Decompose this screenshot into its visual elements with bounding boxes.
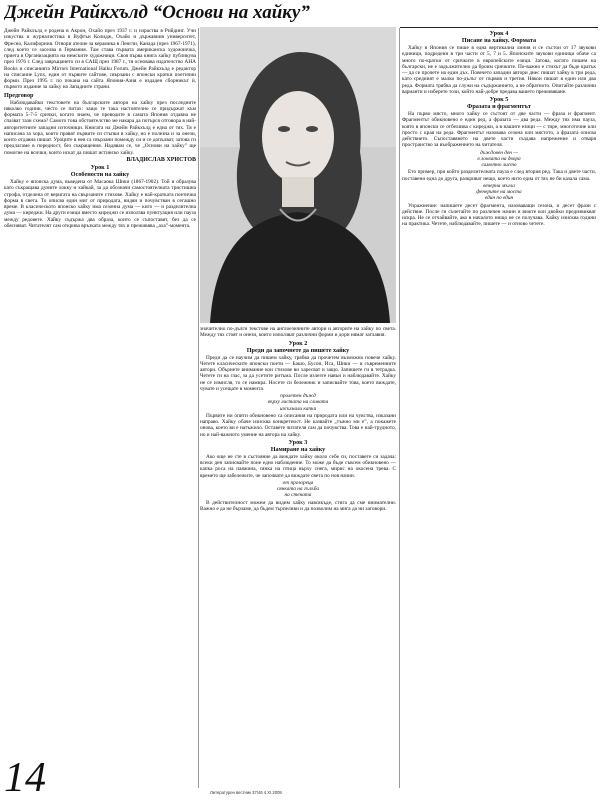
page-number: 14 [4,755,46,801]
lesson-2-text-continued: Първите ни опити обикновено са описания на природата или на чувства, изказани направо. Хайку обаче изисква конкретност. Не казвайте „тъжно ми е”, а покажете онова, което ви е натъжило. Оставете читателя сам да почувства. Това е най-трудното, но и най-важното умение на автора на хайку. [200,412,396,438]
portrait-illustration [200,27,396,323]
column-divider-2 [399,28,400,788]
page-footer: Литературен вестник 37/46 4.XI.2009 [210,790,282,795]
photo-adjacent-text: значително по-дълги текстове на англоезичните автори и авторите на хайку по света. Между тях стоят и онези, които използват различни форми и дори нямат заглавия. [200,326,396,339]
haiku-example-1: пролетен дъжд върху листата на сливата изсъхнали капки [267,393,329,412]
lesson-3-text: Ако още не сте в състояние да виждате хайку около себе си, поставете си задача: всеки ден записвайте поне едно наблюдение. То може да бъде съвсем обикновено — капка роса на паяжина, сянка на птица върху снега, мирис на окосена трева. С времето ще забележите, че започвате да виждате света по нов начин. [200,453,396,479]
lesson-5-heading: Урок 5 Фразата и фрагментът [467,96,531,110]
article-title: Джейн Райкхълд “Основи на хайку” [4,2,310,23]
author-portrait-photo [200,27,396,323]
lesson-2-heading: Урок 2 Преди да започнете да пишете хайку [246,339,350,354]
lesson-3-text-continued: В действителност можем да видим хайку навсякъде, стига да сме внимателни. Важно е да не бързаме, да бъдем търпеливи и да позволим на мига да ни заговори. [200,499,396,512]
lesson-1-text: Хайку е японска дума, въведена от Масаока Шики (1867-1902). Той я образува като съкращава думите хокку и хайкай, за да обозначи самостоятелната тристишна строфа, отделена от веригата на свързаните стихове. Хайку е най-кратката поетична форма в света. То описва един миг от природата, видян и почувстван в сегашно време. В класическото японско хайку има сезонна дума — киго — и разделителна дума — киреджи. На други езици вместо киреджи се използва пунктуация или пауза между редовете. Хайку съдържа два образа, които се съпоставят, без да се обясняват. Читателят сам открива връзката между тях и преживява „аха”-момента. [4,179,196,229]
haiku-example-4: вечерна мъгла фенерите на моста един по един [476,182,522,202]
lesson-1-heading: Урок 1 Особености на хайку [70,164,130,178]
haiku-example-3: дъждовен ден — в локвата на двора самотно листо [477,149,521,168]
haiku-example-2: от прозореца сянката на гълъба на стената [276,479,320,499]
preface-heading: Предговор [4,91,34,99]
lesson-2-text: Преди да се научим да пишем хайку, трябва да прочетем възможно повече хайку. Четете класическите японски поети — Башо, Бусон, Иса, Шики — и съвременните автори. Обърнете внимание кои стихове ви харесват и защо. Запишете ги в тетрадка. Четете ги на глас, за да усетите ритъма. После излезте навън и наблюдавайте. Хайку не се измисля, то се намира. Носете си бележник и записвайте това, което виждате, чувате и усещате в момента. [200,354,396,392]
column-left [4,28,196,756]
author-biography: Джейн Райкхълд е родена в Акрон, Охайо през 1937 г. и израства в Рийдинг. Учи изкуства и журналистика в Вуфтън Колидж, Охайо и държавния университет, Фресно, Калифорния. Отвори ателие за керамика в Ленгли, Канада (през 1967-1971), след което се заселва в Германия. Там става първата американска художничка, приета в Организацията на немските художници. Своя първа книга хайку публикува през 1976 г. След завръщането си в САЩ през 1987 г., тя основава издателство AHA Books и списанията Mirrors International Haiku Forum. Джейн Райкхълд е редактор на списание Lynx, един от първите сайтове, свързани с японски кратки поетични форми. През 1995 г. по покана на сайта Япония-Азия е издаден сборникът ѝ, първото издание за хайку на Западните страни. [4,28,196,91]
column-middle [200,326,396,788]
preface-text: Наблюдавайки текстовете на българските автори на хайку през последните няколко години, често се питах: защо те така настоятелно се придържат към формата 5-7-5 срички, когато знаем, че преводите в самата Япония отдавна не спазват тази схема? Самото това обстоятелство ме накара да потърся отговора в най-авторитетните западни източници. Книгата на Джейн Райкхълд е една от тях. Тя е написана за хора, които правят първите си стъпки в хайку, но е полезна и за онези, които отдавна пишат. Уроците в нея са свързани помежду си и се допълват, затова ги предлагаме в поредност, без съкращения. Надявам се, че „Основи на хайку” ще помогне на всички, които искат да пишат истинско хайку. [4,99,196,156]
lesson-3-heading: Урок 3 Намиране на хайку [270,438,326,453]
title-divider [400,27,598,28]
lesson-5-text: На първо място, много хайку се състоят от две части — фраза и фрагмент. Фрагментът обикновено е един ред, а фразата — два реда. Между тях има пауза, която в японски се отбелязва с киреджи, а в нашите езици — с тире, многоточие или просто с края на реда. Фрагментът назовава сезона или мястото, а фразата описва действието. Съпоставянето на двете части създава напрежение и отваря пространство за въображението на читателя. [402,111,596,149]
lesson-4-heading: Урок 4 Писане на хайку. Формата [461,30,537,44]
lesson-5-text-continued: Ето пример, при който разделителната пауза е след втория ред. Така и двете части, поставени една до друга, разкриват нещо, което нито една от тях не би казала сама. [402,169,596,182]
lesson-5-exercise: Упражнение: напишете десет фрагмента, назоваващи сезона, и десет фрази с действие. После ги съчетайте по различен начин и вижте кои двойки предизвикват искра. Не се отчайвайте, ако в началото нищо не се получава. Хайку изисква години на практика. Четете, наблюдавайте, пишете — и отново четете. [402,202,596,228]
column-divider-1 [198,28,199,788]
column-right [402,30,596,790]
translator-signature: ВЛАДИСЛАВ ХРИСТОВ [126,156,196,163]
lesson-4-text: Хайку в Япония се пише в една вертикална линия и се състои от 17 звукови единици, подредени в три части от 5, 7 и 5. Японските звукови единици обаче са много по-кратки от сричките в европейските езици. Затова, когато пишем на български, не е задължително да броим сричките. По-важно е стихът да бъде кратък — да се прочете на един дъх. Повечето западни автори днес пишат хайку в три реда, като средният е малко по-дълъг от първия и третия. Някои пишат в един или два реда. Формата трябва да служи на съдържанието, а не обратното. Опитайте различни варианти и изберете този, който най-добре предава вашето преживяване. [402,45,596,95]
